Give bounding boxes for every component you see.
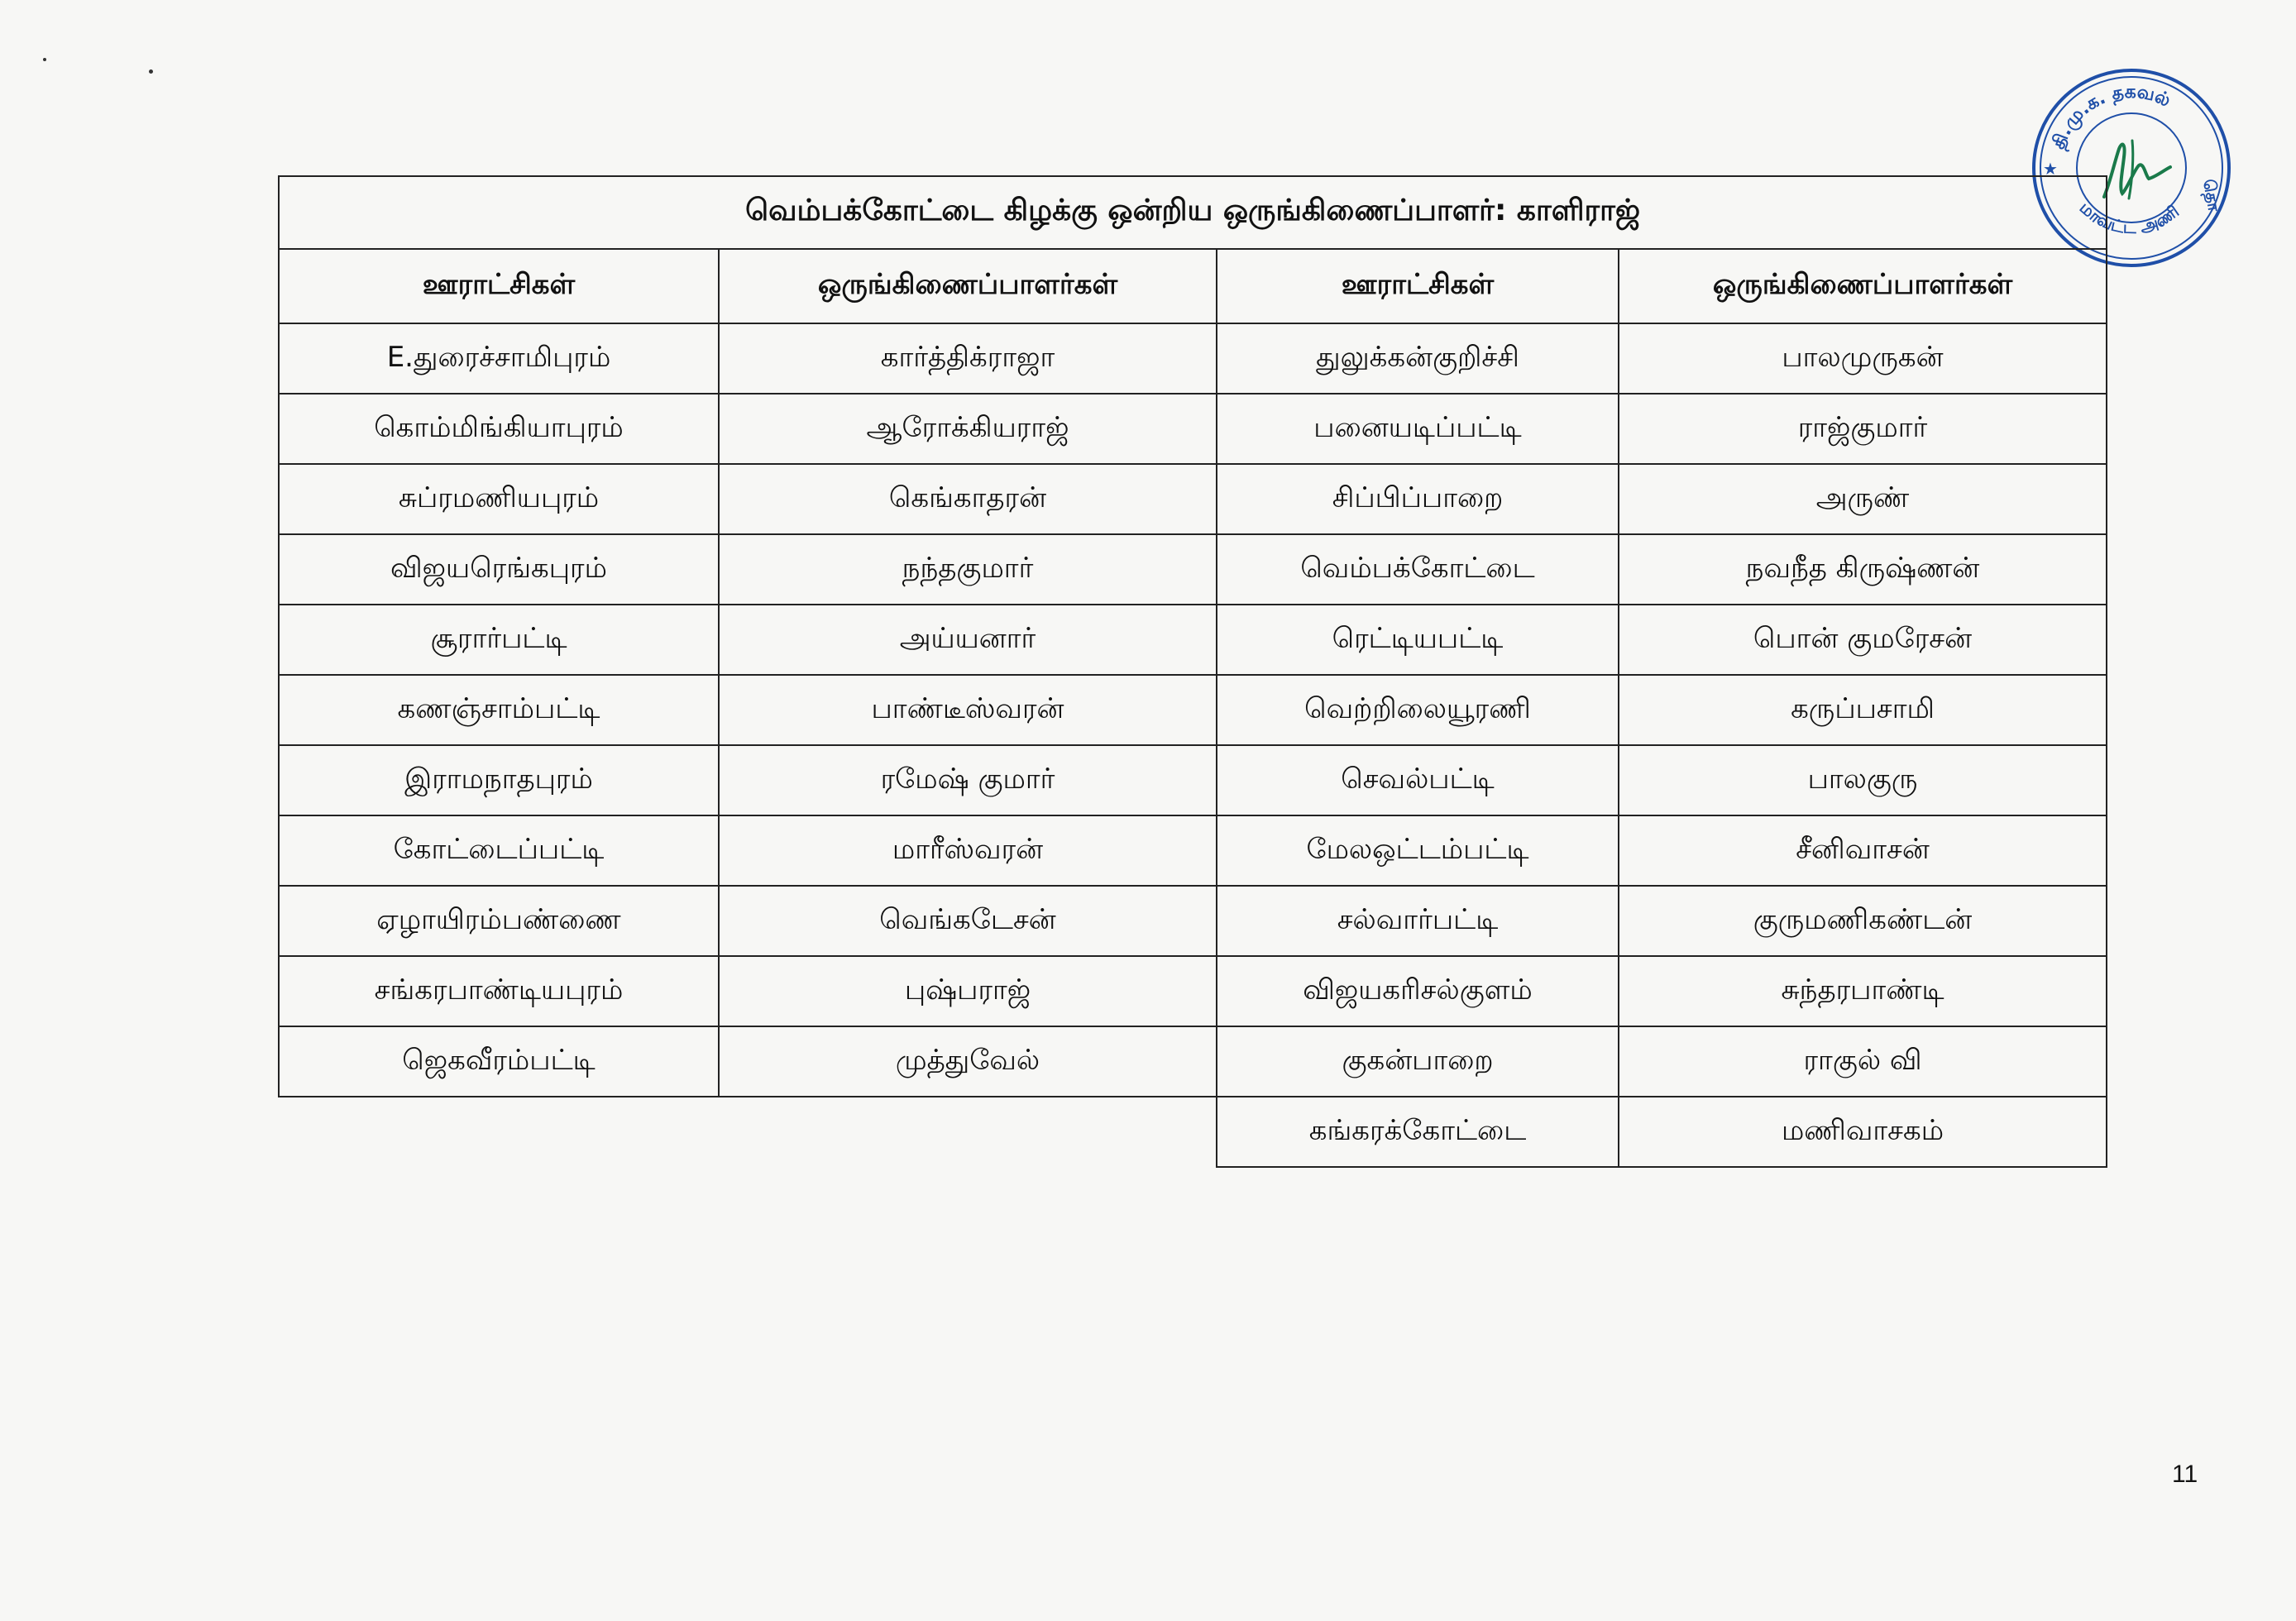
table-row bbox=[279, 886, 2107, 956]
coordinator-cell: மணிவாசகம் bbox=[1619, 1097, 2107, 1167]
table-title-row bbox=[279, 176, 2107, 249]
panchayat-cell: சூரார்பட்டி bbox=[279, 605, 719, 675]
empty-cell bbox=[279, 1097, 719, 1167]
panchayat-cell: மேலஒட்டம்பட்டி bbox=[1217, 815, 1619, 886]
panchayat-cell: கங்கரக்கோட்டை bbox=[1217, 1097, 1619, 1167]
table-row bbox=[279, 745, 2107, 815]
scan-speck bbox=[149, 69, 153, 74]
coordinator-cell: புஷ்பராஜ் bbox=[719, 956, 1217, 1026]
panchayat-cell: பனையடிப்பட்டி bbox=[1217, 394, 1619, 464]
panchayat-cell: ஏழாயிரம்பண்ணை bbox=[279, 886, 719, 956]
panchayat-cell: விஜயரெங்கபுரம் bbox=[279, 534, 719, 605]
panchayat-cell: இராமநாதபுரம் bbox=[279, 745, 719, 815]
scan-speck bbox=[43, 58, 46, 61]
coordinator-cell: நவநீத கிருஷ்ணன் bbox=[1619, 534, 2107, 605]
page-number: 11 bbox=[2172, 1461, 2198, 1488]
coordinator-cell: பொன் குமரேசன் bbox=[1619, 605, 2107, 675]
panchayat-cell: சுப்ரமணியபுரம் bbox=[279, 464, 719, 534]
table-row bbox=[279, 1026, 2107, 1097]
signature-stroke bbox=[2104, 145, 2170, 197]
panchayat-cell: வெற்றிலையூரணி bbox=[1217, 675, 1619, 745]
table-row bbox=[279, 464, 2107, 534]
coordinator-cell: கருப்பசாமி bbox=[1619, 675, 2107, 745]
panchayat-cell: ஜெகவீரம்பட்டி bbox=[279, 1026, 719, 1097]
coordinator-cell: பாலகுரு bbox=[1619, 745, 2107, 815]
coordinator-cell: ராஜ்குமார் bbox=[1619, 394, 2107, 464]
table-row bbox=[279, 394, 2107, 464]
signature-stroke bbox=[2129, 141, 2133, 198]
table-row bbox=[279, 815, 2107, 886]
panchayat-cell: E.துரைச்சாமிபுரம் bbox=[279, 323, 719, 394]
table-row bbox=[279, 956, 2107, 1026]
seal-text-top: தி.மு.க. தகவல் bbox=[2048, 81, 2174, 152]
panchayat-cell: ரெட்டியபட்டி bbox=[1217, 605, 1619, 675]
coordinators-table bbox=[278, 175, 2107, 1168]
table-row bbox=[279, 605, 2107, 675]
header-coordinators-1: ஒருங்கிணைப்பாளர்கள் bbox=[719, 249, 1217, 323]
panchayat-cell: சங்கரபாண்டியபுரம் bbox=[279, 956, 719, 1026]
coordinator-cell: பாண்டீஸ்வரன் bbox=[719, 675, 1217, 745]
coordinator-cell: மாரீஸ்வரன் bbox=[719, 815, 1217, 886]
panchayat-cell: வெம்பக்கோட்டை bbox=[1217, 534, 1619, 605]
coordinator-cell: நந்தகுமார் bbox=[719, 534, 1217, 605]
coordinator-cell: முத்துவேல் bbox=[719, 1026, 1217, 1097]
table-header-row bbox=[279, 249, 2107, 323]
table-row bbox=[279, 534, 2107, 605]
header-panchayats-1: ஊராட்சிகள் bbox=[279, 249, 719, 323]
panchayat-cell: குகன்பாறை bbox=[1217, 1026, 1619, 1097]
coordinator-cell: ராகுல் வி bbox=[1619, 1026, 2107, 1097]
seal-star-icon: ★ bbox=[2043, 159, 2058, 179]
coordinator-cell: அருண் bbox=[1619, 464, 2107, 534]
panchayat-cell: விஜயகரிசல்குளம் bbox=[1217, 956, 1619, 1026]
panchayat-cell: சிப்பிப்பாறை bbox=[1217, 464, 1619, 534]
coordinator-cell: சீனிவாசன் bbox=[1619, 815, 2107, 886]
coordinator-cell: குருமணிகண்டன் bbox=[1619, 886, 2107, 956]
coordinator-cell: சுந்தரபாண்டி bbox=[1619, 956, 2107, 1026]
header-panchayats-2: ஊராட்சிகள் bbox=[1217, 249, 1619, 323]
panchayat-cell: கோட்டைப்பட்டி bbox=[279, 815, 719, 886]
table-row bbox=[279, 323, 2107, 394]
empty-cell bbox=[719, 1097, 1217, 1167]
coordinator-cell: பாலமுருகன் bbox=[1619, 323, 2107, 394]
coordinator-cell: ரமேஷ் குமார் bbox=[719, 745, 1217, 815]
panchayat-cell: சல்வார்பட்டி bbox=[1217, 886, 1619, 956]
seal-text-bottom: மாவட்ட அணி bbox=[2075, 197, 2183, 237]
coordinator-cell: கார்த்திக்ராஜா bbox=[719, 323, 1217, 394]
panchayat-cell: கொம்மிங்கியாபுரம் bbox=[279, 394, 719, 464]
table-row bbox=[279, 675, 2107, 745]
seal-text-right: தொ bbox=[2199, 177, 2225, 213]
coordinator-cell: அய்யனார் bbox=[719, 605, 1217, 675]
table-title: வெம்பக்கோட்டை கிழக்கு ஒன்றிய ஒருங்கிணைப்பாளர்: காளிராஜ் bbox=[279, 176, 2107, 249]
coordinator-cell: ஆரோக்கியராஜ் bbox=[719, 394, 1217, 464]
coordinator-cell: கெங்காதரன் bbox=[719, 464, 1217, 534]
coordinator-cell: வெங்கடேசன் bbox=[719, 886, 1217, 956]
panchayat-cell: கணஞ்சாம்பட்டி bbox=[279, 675, 719, 745]
header-coordinators-2: ஒருங்கிணைப்பாளர்கள் bbox=[1619, 249, 2107, 323]
table-row bbox=[279, 1097, 2107, 1167]
panchayat-cell: துலுக்கன்குறிச்சி bbox=[1217, 323, 1619, 394]
panchayat-cell: செவல்பட்டி bbox=[1217, 745, 1619, 815]
